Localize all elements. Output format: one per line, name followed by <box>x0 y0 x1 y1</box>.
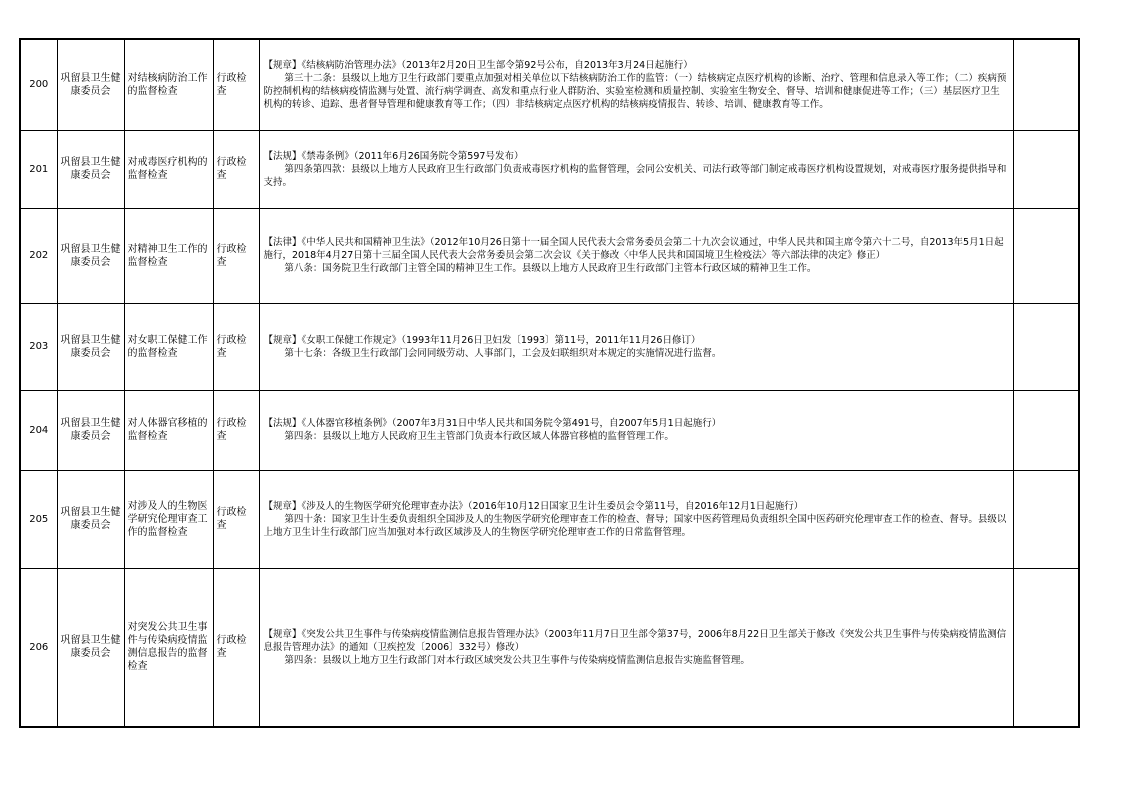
remarks-cell <box>1013 568 1079 727</box>
legal-basis-cell <box>259 303 1013 390</box>
legal-basis-clause: 第四条：县级以上地方卫生行政部门对本行政区域突发公共卫生事件与传染病疫情监测信息报告实施监督管理。 <box>284 654 750 666</box>
table-row <box>20 39 1079 130</box>
legal-basis-cell <box>259 39 1013 130</box>
table-row <box>20 568 1079 727</box>
legal-basis-clause: 第八条：国务院卫生行政部门主管全国的精神卫生工作。县级以上地方人民政府卫生行政部门主管本行政区域的精神卫生工作。 <box>284 263 817 274</box>
legal-basis-heading: 【法规】《禁毒条例》（2011年6月26国务院令第597号发布） <box>263 150 524 162</box>
legal-basis-heading: 【法律】《中华人民共和国精神卫生法》（2012年10月26日第十一届全国人民代表大会常务委员会第二十九次会议通过，中华人民共和国主席令第六十二号，自2013年5月1日起施行，2018年4月27日第十三届全国人民代表大会常务委员会第二次会议《关于修改〈中华人民共和国国境卫生检疫法〉等六部法律的决定》修正） <box>263 237 1004 261</box>
department-cell: 巩留县卫生健康委员会 <box>57 303 124 390</box>
department-cell: 巩留县卫生健康委员会 <box>57 130 124 208</box>
row-number: 203 <box>20 303 57 390</box>
legal-basis-cell <box>259 130 1013 208</box>
row-number: 202 <box>20 208 57 303</box>
row-number: 201 <box>20 130 57 208</box>
action-type-cell: 行政检查 <box>213 470 259 568</box>
row-number: 204 <box>20 390 57 470</box>
department-cell: 巩留县卫生健康委员会 <box>57 470 124 568</box>
department-cell: 巩留县卫生健康委员会 <box>57 208 124 303</box>
legal-basis-clause: 第四条第四款：县级以上地方人民政府卫生行政部门负责戒毒医疗机构的监督管理，会同公安机关、司法行政等部门制定戒毒医疗机构设置规划，对戒毒医疗服务提供指导和支持。 <box>263 163 1007 188</box>
remarks-cell <box>1013 130 1079 208</box>
action-type-cell: 行政检查 <box>213 390 259 470</box>
row-number: 200 <box>20 39 57 130</box>
table-row <box>20 130 1079 208</box>
legal-basis-heading: 【规章】《结核病防治管理办法》（2013年2月20日卫生部令第92号公布，自2013年3月24日起施行） <box>263 59 693 71</box>
remarks-cell <box>1013 208 1079 303</box>
action-type-cell: 行政检查 <box>213 130 259 208</box>
action-type-cell: 行政检查 <box>213 568 259 727</box>
item-name-cell: 对突发公共卫生事件与传染病疫情监测信息报告的监督检查 <box>124 568 213 727</box>
table-row <box>20 303 1079 390</box>
legal-basis-clause: 第十七条：各级卫生行政部门会同同级劳动、人事部门，工会及妇联组织对本规定的实施情况进行监督。 <box>284 347 722 359</box>
row-number: 205 <box>20 470 57 568</box>
department-cell: 巩留县卫生健康委员会 <box>57 39 124 130</box>
item-name-cell: 对精神卫生工作的监督检查 <box>124 208 213 303</box>
regulation-table-sheet <box>19 38 1080 728</box>
table-body <box>20 39 1079 727</box>
legal-basis-heading: 【法规】《人体器官移植条例》（2007年3月31日中华人民共和国务院令第491号，自2007年5月1日起施行） <box>263 418 722 429</box>
department-cell: 巩留县卫生健康委员会 <box>57 568 124 727</box>
legal-basis-heading: 【规章】《女职工保健工作规定》（1993年11月26日卫妇发〔1993〕第11号，2011年11月26日修订） <box>263 334 701 346</box>
item-name-cell: 对女职工保健工作的监督检查 <box>124 303 213 390</box>
supervision-items-table <box>19 38 1080 728</box>
department-cell: 巩留县卫生健康委员会 <box>57 390 124 470</box>
table-row <box>20 470 1079 568</box>
action-type-cell: 行政检查 <box>213 39 259 130</box>
remarks-cell <box>1013 303 1079 390</box>
legal-basis-cell <box>259 390 1013 470</box>
legal-basis-clause: 第三十二条：县级以上地方卫生行政部门要重点加强对相关单位以下结核病防治工作的监管：（一）结核病定点医疗机构的诊断、治疗、管理和信息录入等工作；（二）疾病预防控制机构的结核病疫情监测与处置、流行病学调查、高发和重点行业人群防治、实验室检测和质量控制、实验室生物安全、督导、培训和健康促进等工作；（三）基层医疗卫生机构的转诊、追踪、患者督导管理和健康教育等工作；（四）非结核病定点医疗机构的结核病疫情报告、转诊、培训、健康教育等工作。 <box>263 72 1007 110</box>
row-number: 206 <box>20 568 57 727</box>
remarks-cell <box>1013 390 1079 470</box>
legal-basis-cell <box>259 208 1013 303</box>
action-type-cell: 行政检查 <box>213 208 259 303</box>
legal-basis-cell <box>259 568 1013 727</box>
legal-basis-heading: 【规章】《涉及人的生物医学研究伦理审查办法》（2016年10月12日国家卫生计生委员会令第11号，自2016年12月1日起施行） <box>263 500 804 512</box>
item-name-cell: 对人体器官移植的监督检查 <box>124 390 213 470</box>
action-type-cell: 行政检查 <box>213 303 259 390</box>
legal-basis-clause: 第四条：县级以上地方人民政府卫生主管部门负责本行政区域人体器官移植的监督管理工作。 <box>284 431 674 442</box>
table-row <box>20 390 1079 470</box>
table-row <box>20 208 1079 303</box>
item-name-cell: 对结核病防治工作的监督检查 <box>124 39 213 130</box>
remarks-cell <box>1013 470 1079 568</box>
legal-basis-cell <box>259 470 1013 568</box>
item-name-cell: 对涉及人的生物医学研究伦理审查工作的监督检查 <box>124 470 213 568</box>
remarks-cell <box>1013 39 1079 130</box>
legal-basis-heading: 【规章】《突发公共卫生事件与传染病疫情监测信息报告管理办法》（2003年11月7日卫生部令第37号，2006年8月22日卫生部关于修改《突发公共卫生事件与传染病疫情监测信息报告管理办法》的通知（卫疾控发〔2006〕332号）修改） <box>263 628 1007 653</box>
legal-basis-clause: 第四十条：国家卫生计生委负责组织全国涉及人的生物医学研究伦理审查工作的检查、督导；国家中医药管理局负责组织全国中医药研究伦理审查工作的检查、督导。县级以上地方卫生计生行政部门应当加强对本行政区域涉及人的生物医学研究伦理审查工作的日常监督管理。 <box>263 513 1007 538</box>
item-name-cell: 对戒毒医疗机构的监督检查 <box>124 130 213 208</box>
